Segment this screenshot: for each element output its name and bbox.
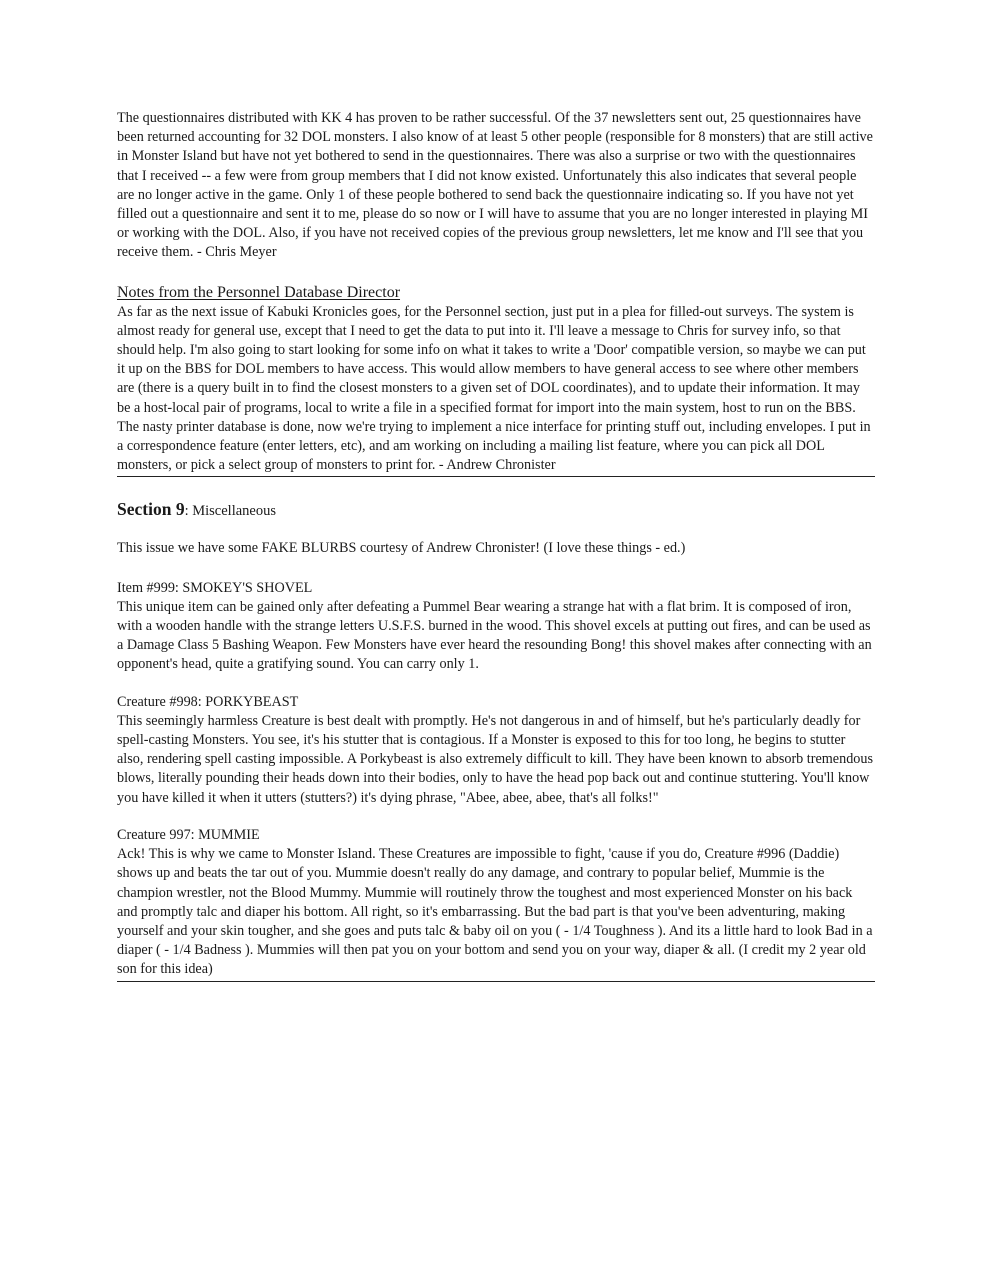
entry-text: This unique item can be gained only after defeating a Pummel Bear wearing a strange hat with a flat brim. It is composed of iron, with a wooden handle with the strange letters U.S.F.S. burned in the wood. This shovel excels at putting out fires, and can be used as a Damage Class 5 Bashing Weapon. Few Monsters have ever heard the resounding Bong! this shovel makes after connecting with an opponent's head, quite a gratifying sound. You can carry only 1. — [117, 598, 872, 673]
questionnaire-paragraph: The questionnaires distributed with KK 4 has proven to be rather successful. Of the 37 newsletters sent out, 25 questionnaires have been returned accounting for 32 DOL monsters. I also know of at least 5 other people (responsible for 8 monsters) that are still active in Monster Island but have not yet bothered to send in the questionnaires. There was also a surprise or two with the questionnaires that I received -- a few were from group members that I did not know existed. Unfortunately this also indicates that several people are no longer active in the game. Only 1 of these people bothered to send back the questionnaire indicating so. If you have not yet filled out a questionnaire and sent it to me, please do so now or I will have to assume that you are no longer interested in playing MI or working with the DOL. Also, if you have not received copies of the previous group newsletters, let me know and I'll see that you receive them. - Chris Meyer — [117, 110, 873, 261]
entry-title: Creature 997: MUMMIE — [117, 826, 260, 843]
entry-text: This seemingly harmless Creature is best dealt with promptly. He's not dangerous in and of himself, but he's particularly deadly for spell-casting Monsters. You see, it's his stutter that is contagious. If a Monster is exposed to this for too long, he begins to stutter also, rendering spell casting impossible. A Porkybeast is also extremely difficult to kill. They have been known to absorb tremendous blows, literally pounding their heads down into their bodies, only to have the head pop back out and continue stuttering. You'll know you have killed it when it utters (stutters?) it's dying phrase, "Abee, abee, abee, that's all folks!" — [117, 712, 874, 806]
entry-title: Item #999: SMOKEY'S SHOVEL — [117, 579, 313, 596]
divider-rule — [117, 981, 875, 982]
section-intro: This issue we have some FAKE BLURBS courtesy of Andrew Chronister! (I love these things - ed.) — [117, 540, 686, 557]
entry-text: Ack! This is why we came to Monster Island. These Creatures are impossible to fight, 'cause if you do, Creature #996 (Daddie) shows up and beats the tar out of you. Mummie doesn't really do any damage, and contrary to popular belief, Mummie is the champion wrestler, not the Blood Mummy. Mummie will routinely throw the toughest and most experienced Monster on his back and promptly talc and diaper his bottom. All right, so it's embarrassing. But the bad part is that you've been adventuring, making yourself and your skin tougher, and she goes and puts talc & baby oil on you ( - 1/4 Toughness ). And its a little hard to look Bad in a diaper ( - 1/4 Badness ). Mummies will then pat you on your bottom and send you on your way, diaper & all. (I credit my 2 year old son for this idea) — [117, 846, 873, 978]
section-title: : Miscellaneous — [184, 503, 276, 520]
document-page — [117, 109, 875, 982]
section-label: Section 9 — [117, 499, 185, 520]
personnel-heading: Notes from the Personnel Database Director — [117, 283, 401, 301]
entry-title: Creature #998: PORKYBEAST — [117, 693, 299, 710]
section-heading — [117, 499, 875, 521]
personnel-paragraph: As far as the next issue of Kabuki Kronicles goes, for the Personnel section, just put in a plea for filled-out surveys. The system is almost ready for general use, except that I need to get the data to put into it. I'll leave a message to Chris for survey info, so that should help. I'm also going to start looking for some info on what it takes to write a 'Door' compatible version, so maybe we can put it up on the BBS for DOL members to have access. This would allow members to have general access to see where other members are (there is a query built in to find the closest monsters to a given set of DOL coordinates), and to update their information. It may be a host-local pair of programs, local to write a file in a specified format for import into the main system, host to run on the BBS. The nasty printer database is done, now we're trying to implement a nice interface for printing stuff out, including envelopes. I put in a correspondence feature (enter letters, etc), and am working on including a mailing list feature, where you can pick all DOL monsters, or pick a select group of monsters to print for. - Andrew Chronister — [117, 303, 871, 474]
